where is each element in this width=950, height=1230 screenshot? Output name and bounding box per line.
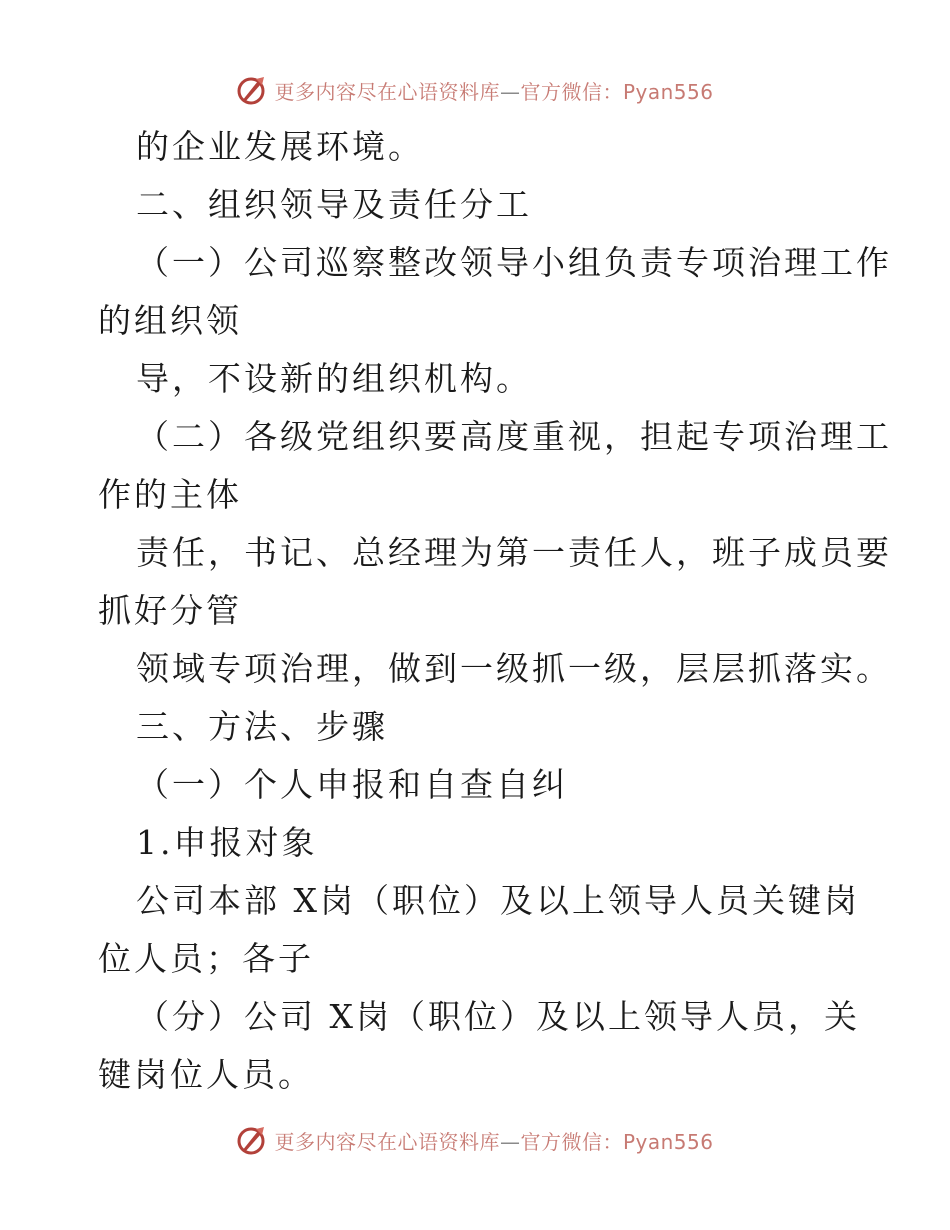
quill-logo-icon xyxy=(236,1125,266,1155)
text-line: 领域专项治理，做到一级抓一级，层层抓落实。 xyxy=(136,649,892,688)
watermark-separator: — xyxy=(499,79,521,104)
text-line: 的组织领 xyxy=(98,301,242,340)
text-line: 责任，书记、总经理为第一责任人，班子成员要 xyxy=(136,533,892,572)
text-line: 作的主体 xyxy=(98,475,242,514)
text-line: 位人员；各子 xyxy=(98,939,314,978)
item-heading: 1.申报对象 xyxy=(136,823,318,862)
watermark-main: 更多内容尽在心语资料库 xyxy=(274,79,500,104)
text-line: 公司本部 X岗（职位）及以上领导人员关键岗 xyxy=(136,881,860,920)
text-line: （二）各级党组织要高度重视，担起专项治理工 xyxy=(136,417,892,456)
text-line: 键岗位人员。 xyxy=(98,1055,314,1094)
watermark-main: 更多内容尽在心语资料库 xyxy=(274,1129,500,1154)
watermark-separator: — xyxy=(499,1129,521,1154)
document-body xyxy=(98,118,892,1104)
watermark-contact: 官方微信：Pyan556 xyxy=(520,1129,714,1154)
text-line: 抓好分管 xyxy=(98,591,242,630)
subsection-heading: （一）个人申报和自查自纠 xyxy=(136,765,568,804)
text-line: 导，不设新的组织机构。 xyxy=(136,359,532,398)
section-heading: 三、方法、步骤 xyxy=(136,707,388,746)
watermark-contact: 官方微信：Pyan556 xyxy=(520,79,714,104)
watermark-text xyxy=(274,76,713,105)
footer-watermark xyxy=(0,1120,950,1160)
section-heading: 二、组织领导及责任分工 xyxy=(136,185,532,224)
text-line: 的企业发展环境。 xyxy=(136,127,424,166)
text-line: （一）公司巡察整改领导小组负责专项治理工作 xyxy=(136,243,892,282)
header-watermark xyxy=(0,70,950,110)
watermark-text xyxy=(274,1126,713,1155)
quill-logo-icon xyxy=(236,75,266,105)
text-line: （分）公司 X岗（职位）及以上领导人员，关 xyxy=(136,997,860,1036)
